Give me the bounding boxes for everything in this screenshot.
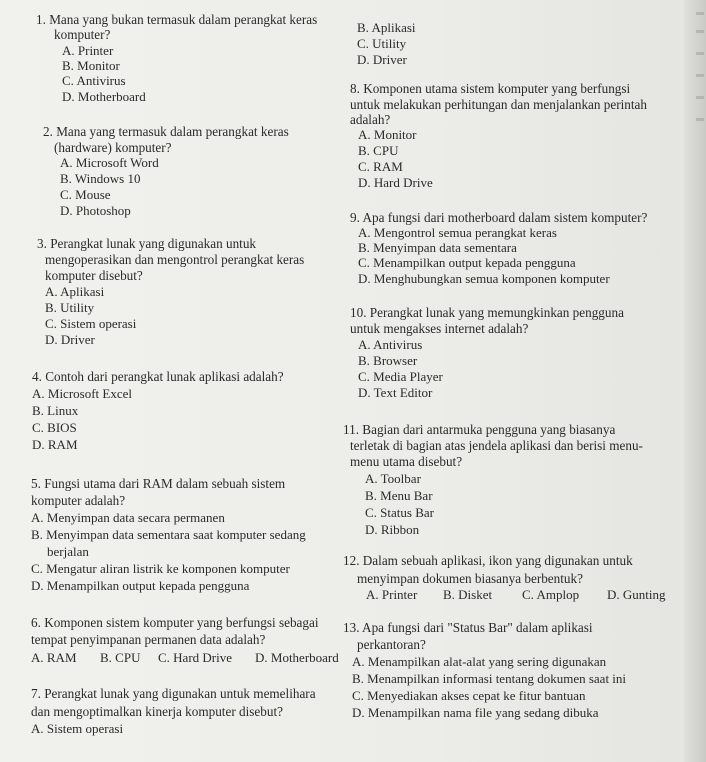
option-b: B. Browser — [358, 353, 418, 368]
option-b: B. Aplikasi — [357, 20, 416, 35]
option-c: C. Sistem operasi — [45, 316, 137, 331]
option-a: A. Menyimpan data secara permanen — [31, 510, 225, 525]
question-text: untuk mengakses internet adalah? — [350, 321, 529, 336]
option-c: C. Utility — [357, 36, 407, 51]
question-text: terletak di bagian atas jendela aplikasi dan berisi menu- — [350, 438, 643, 453]
option-a: A. Sistem operasi — [31, 721, 124, 736]
option-d: D. Gunting — [607, 587, 666, 602]
option-c: C. Menampilkan output kepada pengguna — [358, 255, 576, 270]
question-text: 5. Fungsi utama dari RAM dalam sebuah sistem — [31, 476, 286, 491]
option-c: C. RAM — [358, 159, 403, 174]
option-a: A. Printer — [62, 43, 114, 58]
option-c: C. Mouse — [60, 187, 111, 202]
option-d: D. Ribbon — [365, 522, 420, 537]
question-text: tempat penyimpanan permanen data adalah? — [31, 632, 266, 647]
option-b-continued: berjalan — [47, 544, 89, 559]
option-c: C. Antivirus — [62, 73, 126, 88]
question-text: mengoperasikan dan mengontrol perangkat keras — [45, 252, 305, 267]
question-text: 8. Komponen utama sistem komputer yang berfungsi — [350, 81, 631, 96]
option-d: D. Menghubungkan semua komponen komputer — [358, 271, 610, 286]
question-text: 11. Bagian dari antarmuka pengguna yang biasanya — [343, 422, 616, 437]
question-text: perkantoran? — [357, 637, 426, 652]
option-a: A. Printer — [366, 587, 418, 602]
option-c: C. Status Bar — [365, 505, 434, 520]
option-a: A. Microsoft Excel — [32, 386, 133, 401]
option-d: D. Menampilkan output kepada pengguna — [31, 578, 250, 593]
question-text: 4. Contoh dari perangkat lunak aplikasi adalah? — [32, 369, 284, 384]
option-d: D. Motherboard — [62, 89, 146, 104]
option-a: A. Monitor — [358, 127, 417, 142]
question-text: 2. Mana yang termasuk dalam perangkat keras — [43, 124, 289, 139]
option-c: C. Mengatur aliran listrik ke komponen komputer — [31, 561, 290, 576]
option-c: C. Media Player — [358, 369, 443, 384]
option-d: D. Hard Drive — [358, 175, 433, 190]
option-a: A. Mengontrol semua perangkat keras — [358, 225, 557, 240]
option-b: B. CPU — [100, 650, 141, 665]
question-text: 9. Apa fungsi dari motherboard dalam sistem komputer? — [350, 210, 648, 225]
question-text: komputer? — [54, 27, 111, 42]
option-c: C. Amplop — [522, 587, 580, 602]
question-text: 1. Mana yang bukan termasuk dalam perangkat keras — [36, 12, 318, 27]
option-d: D. Text Editor — [358, 385, 433, 400]
option-d: D. Driver — [357, 52, 407, 67]
option-d: D. Driver — [45, 332, 95, 347]
option-b: B. Utility — [45, 300, 95, 315]
question-text: (hardware) komputer? — [54, 140, 172, 155]
question-text: 13. Apa fungsi dari "Status Bar" dalam aplikasi — [343, 620, 593, 635]
question-text: 7. Perangkat lunak yang digunakan untuk memelihara — [31, 686, 316, 701]
option-c: C. Menyediakan akses cepat ke fitur bantuan — [352, 688, 586, 703]
question-text: menyimpan dokumen biasanya berbentuk? — [357, 571, 583, 586]
option-d: D. RAM — [32, 437, 78, 452]
option-a: A. Aplikasi — [45, 284, 105, 299]
question-text: komputer disebut? — [45, 268, 143, 283]
option-a: A. Antivirus — [358, 337, 423, 352]
option-d: D. Menampilkan nama file yang sedang dibuka — [352, 705, 599, 720]
question-text: 12. Dalam sebuah aplikasi, ikon yang digunakan untuk — [343, 553, 633, 568]
question-text: komputer adalah? — [31, 493, 126, 508]
option-b: B. Menu Bar — [365, 488, 433, 503]
question-text: 6. Komponen sistem komputer yang berfungsi sebagai — [31, 615, 319, 630]
option-a: A. Toolbar — [365, 471, 421, 486]
option-d: D. Motherboard — [255, 650, 339, 665]
option-a: A. Menampilkan alat-alat yang sering digunakan — [352, 654, 607, 669]
question-text: 10. Perangkat lunak yang memungkinkan pengguna — [350, 305, 624, 320]
option-a: A. Microsoft Word — [60, 155, 159, 170]
option-b: B. Menyimpan data sementara — [358, 240, 517, 255]
option-b: B. Windows 10 — [60, 171, 141, 186]
question-text: untuk melakukan perhitungan dan menjalankan perintah — [350, 97, 647, 112]
question-text: 3. Perangkat lunak yang digunakan untuk — [37, 236, 257, 251]
question-text: dan mengoptimalkan kinerja komputer disebut? — [31, 704, 283, 719]
option-b: B. Disket — [443, 587, 493, 602]
option-b: B. Monitor — [62, 58, 120, 73]
option-c: C. Hard Drive — [158, 650, 233, 665]
option-a: A. RAM — [31, 650, 77, 665]
question-text: menu utama disebut? — [350, 454, 463, 469]
option-c: C. BIOS — [32, 420, 77, 435]
option-b: B. Menyimpan data sementara saat komputer sedang — [31, 527, 306, 542]
option-b: B. Menampilkan informasi tentang dokumen saat ini — [352, 671, 627, 686]
option-b: B. Linux — [32, 403, 79, 418]
question-text: adalah? — [350, 112, 391, 127]
page-edge-shadow — [684, 0, 706, 762]
option-b: B. CPU — [358, 143, 399, 158]
option-d: D. Photoshop — [60, 203, 131, 218]
